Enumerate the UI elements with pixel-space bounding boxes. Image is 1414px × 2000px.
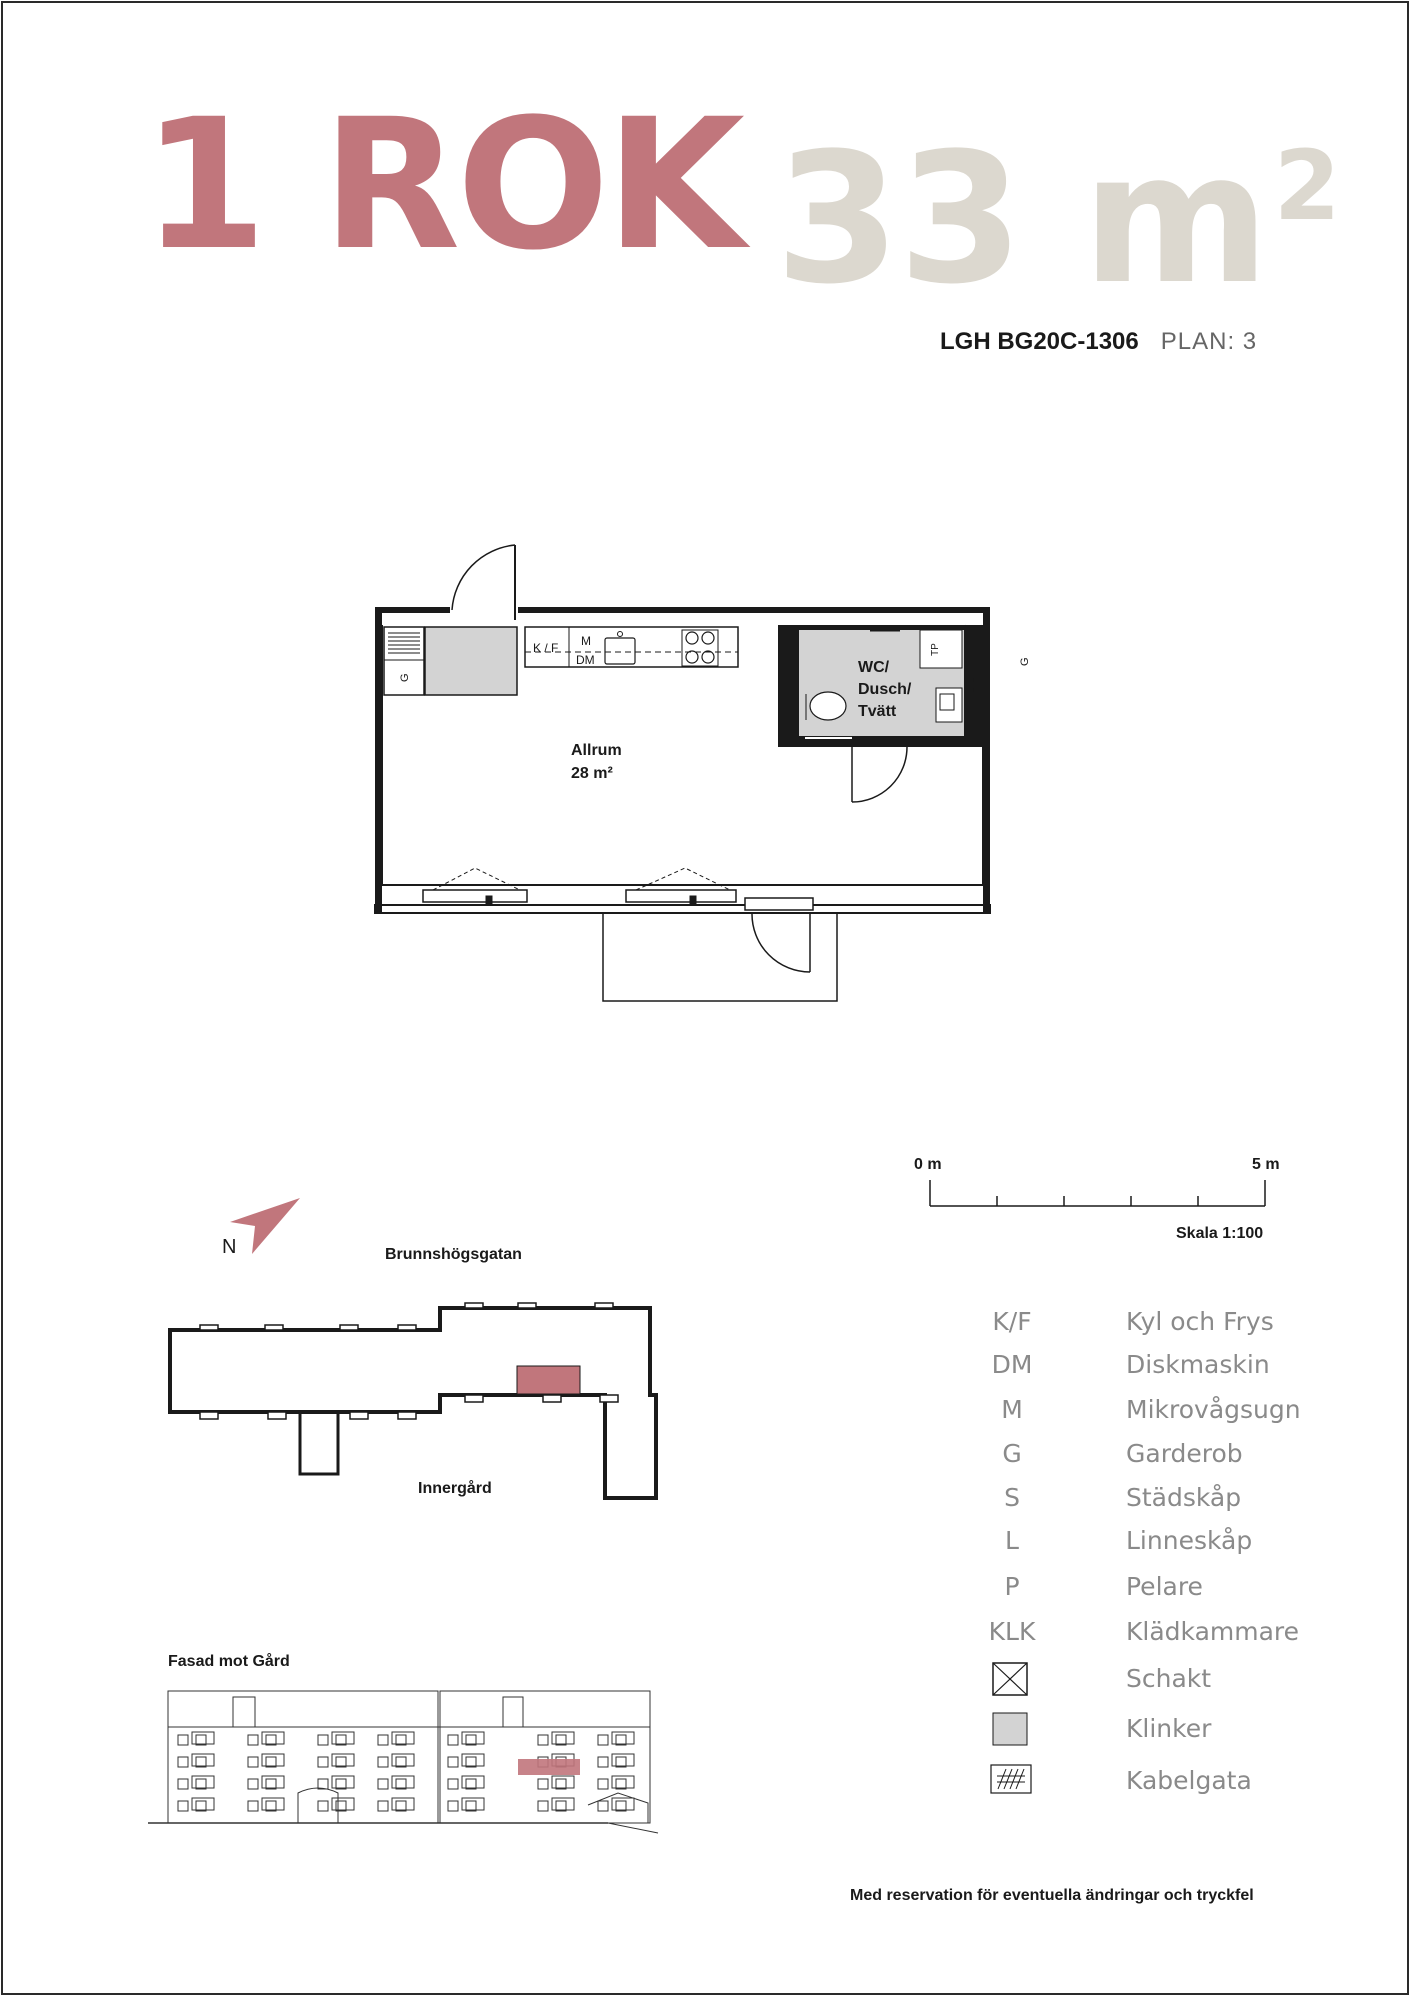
legend-row xyxy=(980,1480,1300,1524)
legend-row xyxy=(980,1347,1300,1391)
legend-code: S xyxy=(1004,1483,1020,1512)
bathroom-label-line3: Tvätt xyxy=(858,703,897,720)
legend-desc: Garderob xyxy=(1126,1439,1243,1468)
tp-label: TP xyxy=(930,643,941,656)
legend-desc: Linneskåp xyxy=(1126,1526,1253,1555)
legend-code: KLK xyxy=(988,1617,1036,1646)
legend-row xyxy=(980,1436,1300,1480)
bathroom-label-line2: Dusch/ xyxy=(858,681,912,698)
wardrobe-right-label: G xyxy=(1019,657,1031,666)
legend-desc: Klinker xyxy=(1126,1714,1212,1743)
legend-desc: Diskmaskin xyxy=(1126,1350,1270,1379)
bathroom-label-line1: WC/ xyxy=(858,659,890,676)
legend-code: K/F xyxy=(992,1307,1032,1336)
legend-desc: Städskåp xyxy=(1126,1483,1242,1512)
legend-code: DM xyxy=(991,1350,1033,1379)
facade-title: Fasad mot Gård xyxy=(168,1653,290,1670)
scale-end-label: 5 m xyxy=(1252,1156,1280,1173)
legend-desc: Kabelgata xyxy=(1126,1766,1252,1795)
legend-code: L xyxy=(1005,1526,1019,1555)
room-count-title: 1 ROK xyxy=(142,81,742,290)
legend-row xyxy=(980,1569,1300,1613)
legend-row xyxy=(980,1661,1300,1705)
floor-plan-number: PLAN: 3 xyxy=(1160,328,1258,355)
apartment-id: LGH BG20C-1306 xyxy=(940,328,1139,355)
legend-desc: Mikrovågsugn xyxy=(1126,1395,1301,1424)
legend-row xyxy=(980,1392,1300,1436)
north-label: N xyxy=(222,1236,237,1258)
legend-desc: Klädkammare xyxy=(1126,1617,1300,1646)
north-arrow xyxy=(200,1190,310,1260)
legend-row xyxy=(980,1711,1300,1755)
area-value: 33 m xyxy=(775,115,1268,324)
legend-row xyxy=(980,1523,1300,1567)
legend-row xyxy=(980,1763,1300,1807)
kitchen-m-label: M xyxy=(581,634,591,648)
kitchen-dm-label: DM xyxy=(576,653,595,667)
scale-start-label: 0 m xyxy=(914,1156,942,1173)
legend-code: M xyxy=(1001,1395,1023,1424)
legend-code: P xyxy=(1004,1572,1020,1601)
street-name-bottom: Innergård xyxy=(418,1480,492,1497)
wardrobe-left-label: G xyxy=(399,673,411,682)
legend-row xyxy=(980,1304,1300,1348)
disclaimer-text: Med reservation för eventuella ändringar och tryckfel xyxy=(850,1887,1254,1904)
street-name-top: Brunnshögsgatan xyxy=(385,1246,522,1263)
legend-desc: Kyl och Frys xyxy=(1126,1307,1274,1336)
klinker-icon xyxy=(992,1712,1028,1746)
scale-text: Skala 1:100 xyxy=(1176,1225,1264,1242)
room-living-name: Allrum xyxy=(571,742,622,759)
schakt-icon xyxy=(992,1662,1028,1696)
area-superscript: 2 xyxy=(1273,130,1339,242)
facade-elevation xyxy=(148,1685,668,1840)
legend-code: G xyxy=(1002,1439,1022,1468)
legend-desc: Schakt xyxy=(1126,1664,1212,1693)
scale-bar xyxy=(925,1178,1270,1208)
kabelgata-icon xyxy=(990,1764,1032,1794)
site-plan xyxy=(160,1290,670,1515)
legend-desc: Pelare xyxy=(1126,1572,1203,1601)
room-living-area: 28 m² xyxy=(571,765,613,782)
legend-row xyxy=(980,1614,1300,1658)
kitchen-kf-label: K / F xyxy=(533,641,559,655)
